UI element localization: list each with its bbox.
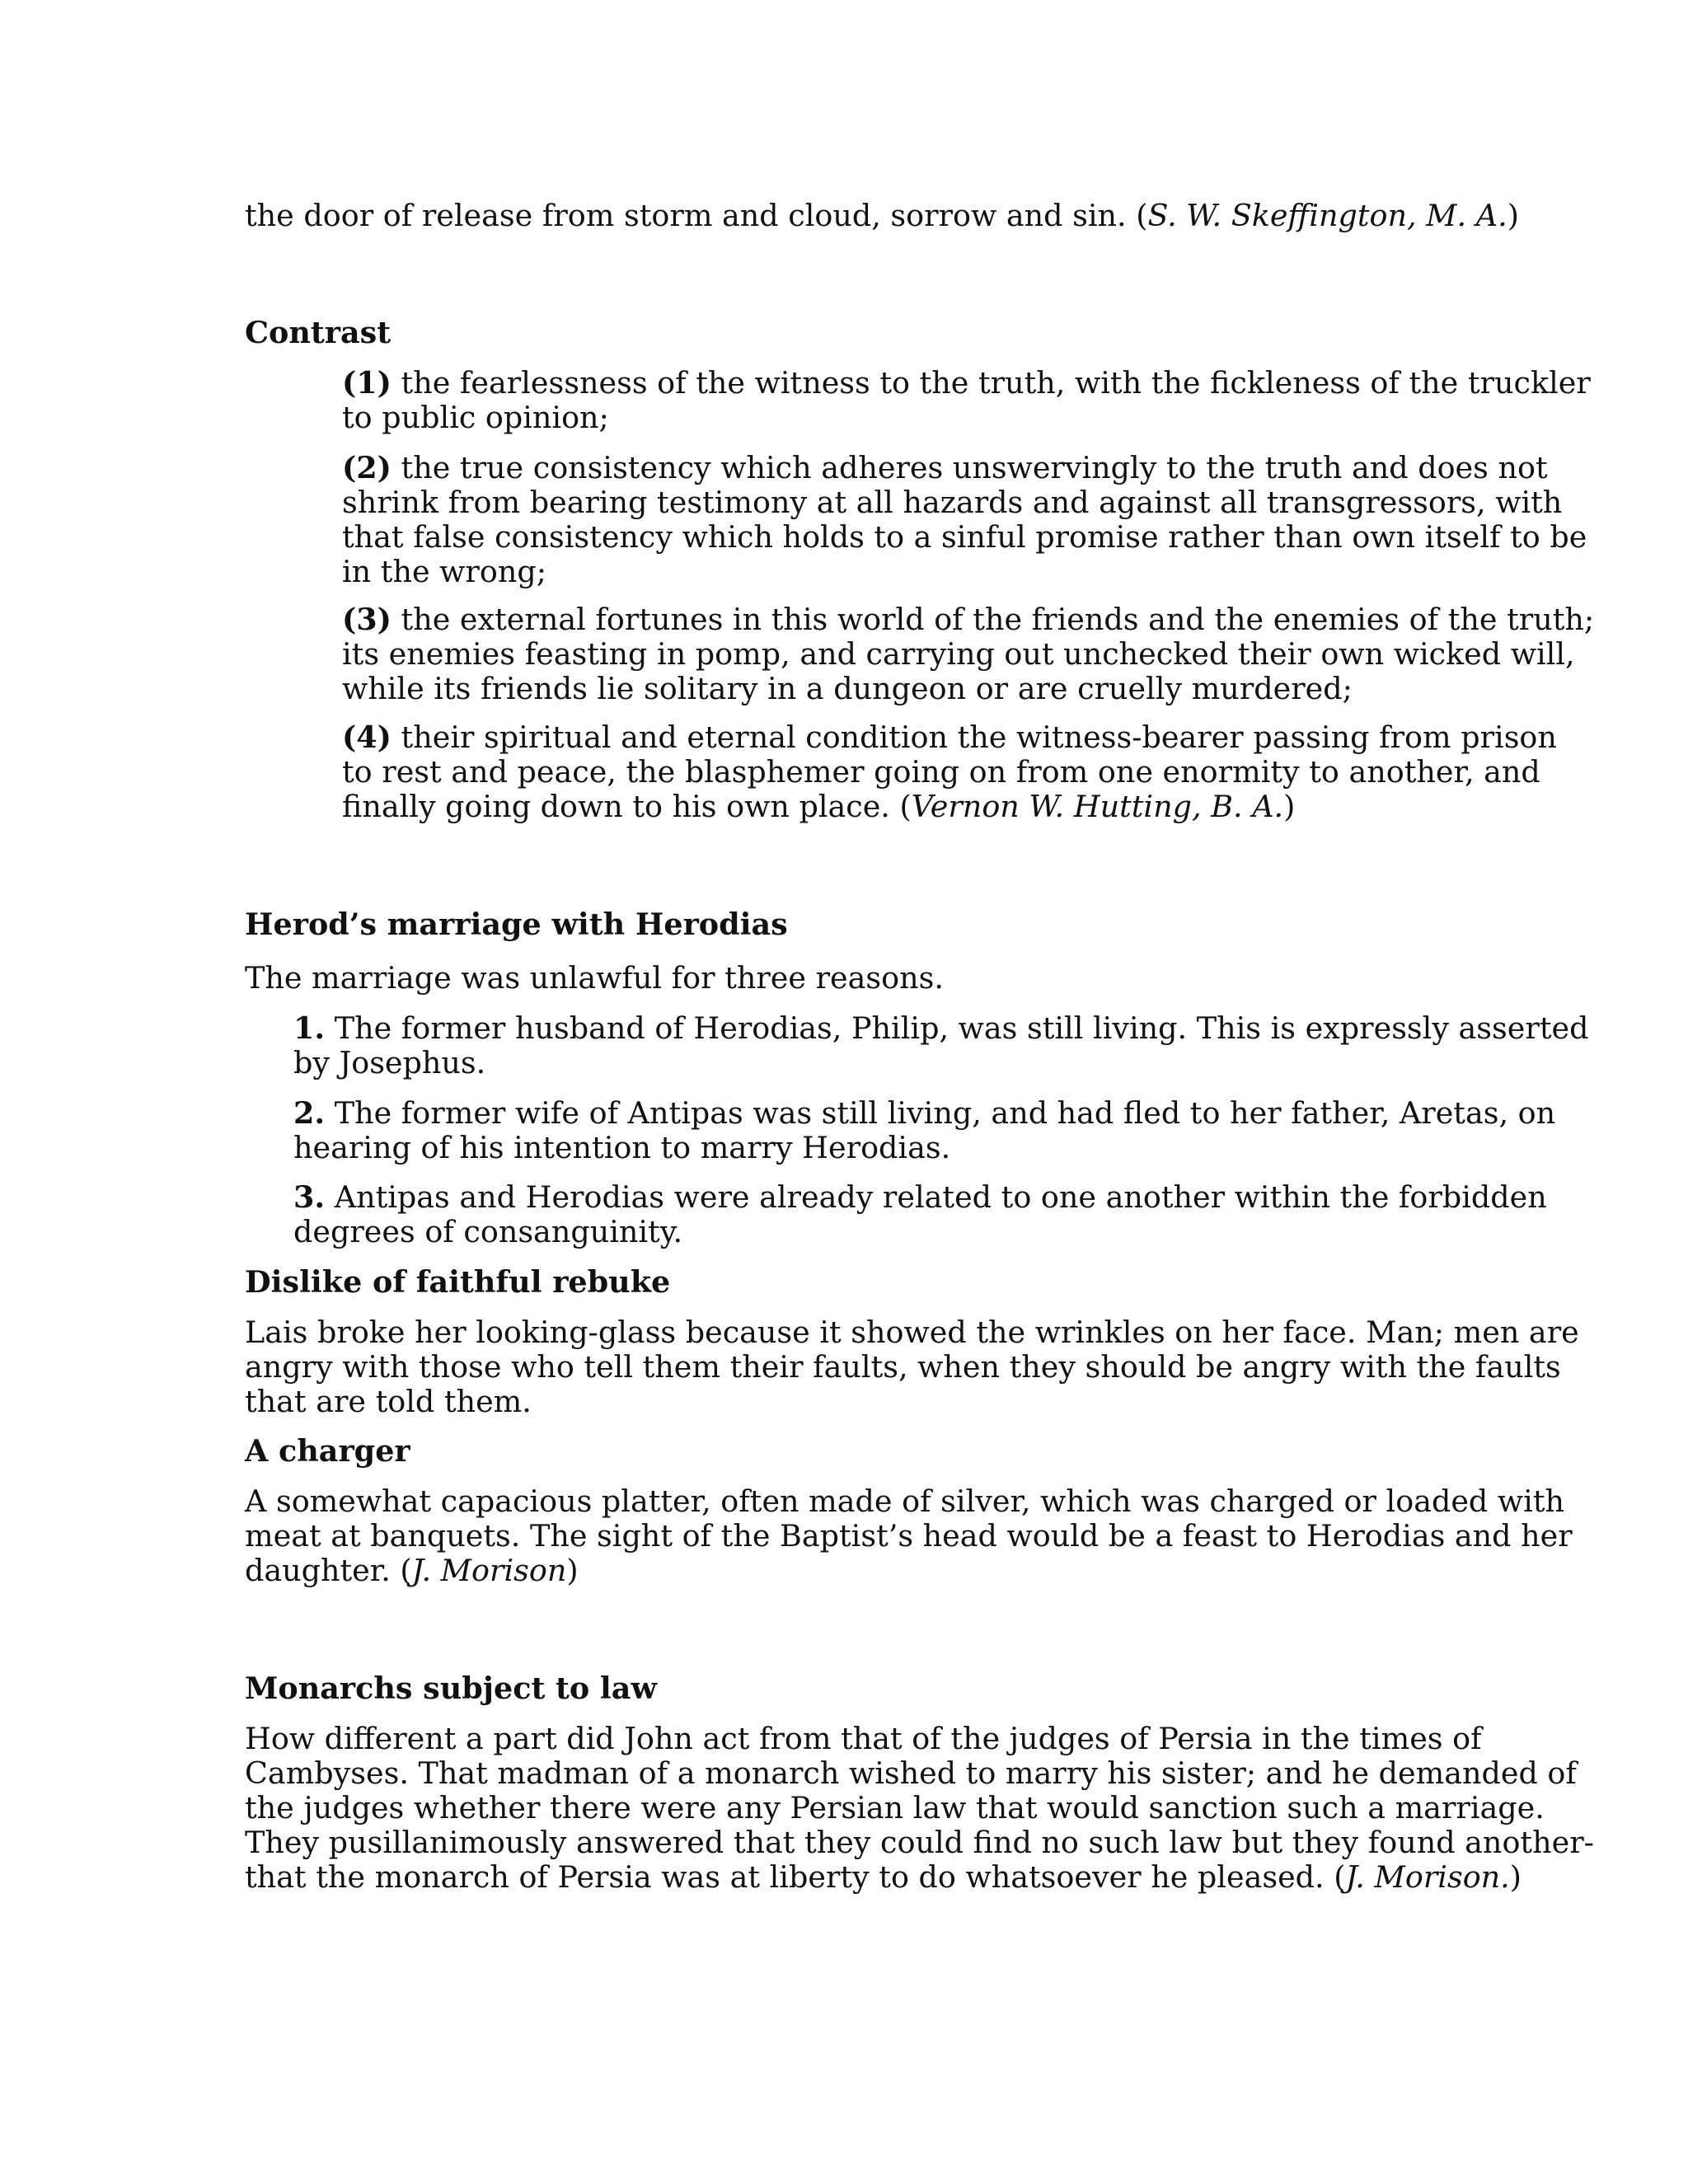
charger-heading: A charger: [245, 1433, 410, 1469]
herod-heading: Herod’s marriage with Herodias: [245, 907, 788, 942]
charger-author: J. Morison: [411, 1553, 567, 1588]
contrast-item-marker: (4): [342, 719, 392, 755]
herod-intro: The marriage was unlawful for three reasons.: [245, 960, 944, 996]
contrast-item-2: [342, 451, 1587, 589]
contrast-item-line: (2) the true consistency which adheres unswervingly to the truth and does not: [342, 450, 1548, 485]
charger-line: A somewhat capacious platter, often made of silver, which was charged or loaded with: [245, 1483, 1564, 1519]
dislike-line: Lais broke her looking-glass because it showed the wrinkles on her face. Man; men are: [245, 1315, 1579, 1350]
contrast-item-line: that false consistency which holds to a sinful promise rather than own itself to be: [342, 519, 1587, 555]
contrast-item-marker: (1): [342, 365, 392, 401]
intro-text: the door of release from storm and cloud, sorrow and sin. (: [245, 198, 1148, 233]
monarchs-line: that the monarch of Persia was at liberty to do whatsoever he pleased. (J. Morison.): [245, 1859, 1522, 1895]
contrast-item-marker: (3): [342, 602, 392, 637]
contrast-heading: Contrast: [245, 315, 392, 350]
contrast-item-line: its enemies feasting in pomp, and carrying out unchecked their own wicked will,: [342, 636, 1575, 672]
intro-author: S. W. Skeffington, M. A.: [1147, 198, 1507, 233]
contrast-item-line: (3) the external fortunes in this world of the friends and the enemies of the truth;: [342, 602, 1595, 637]
herod-item-line: 2. The former wife of Antipas was still living, and had fled to her father, Aretas, on: [293, 1095, 1556, 1131]
charger-paragraph: [245, 1484, 1573, 1588]
contrast-item-line: to rest and peace, the blasphemer going on from one enormity to another, and: [342, 754, 1540, 790]
monarchs-line: Cambyses. That madman of a monarch wished to marry his sister; and he demanded of: [245, 1755, 1577, 1791]
charger-line: daughter. (J. Morison): [245, 1553, 579, 1588]
dislike-paragraph: [245, 1315, 1579, 1419]
monarchs-paragraph: [245, 1722, 1594, 1895]
herod-item-3: [293, 1180, 1547, 1249]
monarchs-line: How different a part did John act from that of the judges of Persia in the times of: [245, 1721, 1482, 1756]
dislike-line: angry with those who tell them their faults, when they should be angry with the faults: [245, 1349, 1561, 1385]
contrast-author: Vernon W. Hutting, B. A.: [911, 789, 1284, 824]
herod-item-line: hearing of his intention to marry Herodias.: [293, 1130, 951, 1165]
herod-item-marker: 3.: [293, 1179, 326, 1215]
contrast-item-line: while its friends lie solitary in a dungeon or are cruelly murdered;: [342, 671, 1353, 706]
contrast-item-line: (4) their spiritual and eternal condition the witness-bearer passing from prison: [342, 719, 1557, 755]
intro-close: ): [1507, 198, 1519, 233]
herod-item-marker: 2.: [293, 1095, 326, 1131]
herod-item-line: degrees of consanguinity.: [293, 1214, 683, 1249]
contrast-item-line: (1) the fearlessness of the witness to the truth, with the fickleness of the truckler: [342, 365, 1591, 401]
contrast-item-1: [342, 366, 1591, 435]
herod-item-marker: 1.: [293, 1010, 326, 1046]
contrast-item-line: in the wrong;: [342, 554, 546, 589]
contrast-item-line: to public opinion;: [342, 400, 609, 435]
herod-item-line: 1. The former husband of Herodias, Philip, was still living. This is expressly asserted: [293, 1010, 1589, 1046]
contrast-item-line: shrink from bearing testimony at all hazards and against all transgressors, with: [342, 485, 1563, 520]
intro-paragraph: [245, 199, 1519, 233]
herod-item-line: by Josephus.: [293, 1045, 486, 1080]
contrast-item-3: [342, 602, 1594, 706]
dislike-heading: Dislike of faithful rebuke: [245, 1264, 671, 1300]
contrast-item-line: finally going down to his own place. (Vernon W. Hutting, B. A.): [342, 789, 1296, 824]
charger-line: meat at banquets. The sight of the Baptist’s head would be a feast to Herodias and her: [245, 1518, 1573, 1554]
contrast-item-4: [342, 720, 1557, 824]
herod-item-2: [293, 1096, 1555, 1165]
monarchs-heading: Monarchs subject to law: [245, 1671, 657, 1706]
monarchs-author: J. Morison.: [1345, 1859, 1510, 1895]
herod-item-line: 3. Antipas and Herodias were already related to one another within the forbidden: [293, 1179, 1547, 1215]
herod-item-1: [293, 1011, 1588, 1080]
monarchs-line: They pusillanimously answered that they could find no such law but they found another-: [245, 1825, 1594, 1860]
monarchs-line: the judges whether there were any Persian law that would sanction such a marriage.: [245, 1790, 1545, 1825]
dislike-line: that are told them.: [245, 1384, 532, 1419]
contrast-item-marker: (2): [342, 450, 392, 485]
